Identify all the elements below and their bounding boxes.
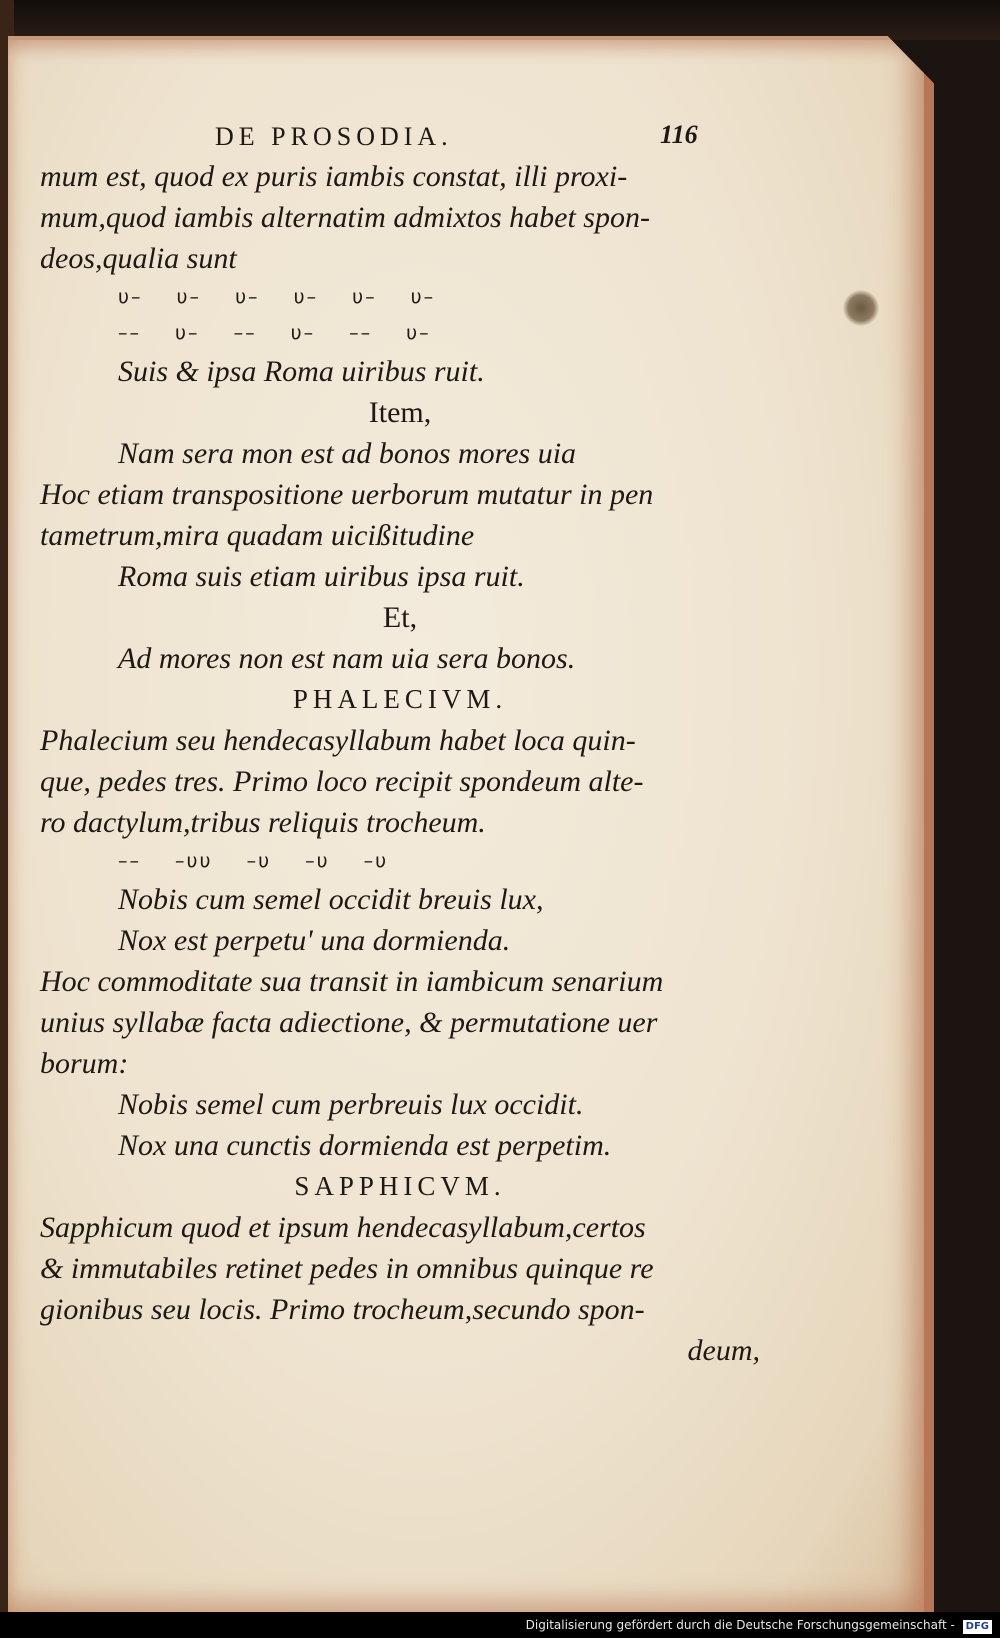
text-line: Hoc commoditate sua transit in iambicum senarium bbox=[40, 965, 664, 998]
text-line: que, pedes tres. Primo loco recipit spondeum alte- bbox=[40, 765, 644, 798]
text-line: mum,quod iambis alternatim admixtos habet spon- bbox=[40, 201, 650, 234]
text-line: tametrum,mira quadam uicißitudine bbox=[40, 519, 475, 552]
text-line: ro dactylum,tribus reliquis trocheum. bbox=[40, 806, 486, 839]
text-line: unius syllabæ facta adiectione, & permutatione uer bbox=[40, 1006, 658, 1039]
text-line: Phalecium seu hendecasyllabum habet loca quin- bbox=[40, 724, 636, 757]
metrical-scheme: –– υ– –– υ– –– υ– bbox=[118, 322, 431, 344]
text-line: Item, bbox=[368, 396, 432, 429]
section-heading: SAPPHICVM. bbox=[294, 1171, 506, 1201]
verse-line: Nobis cum semel occidit breuis lux, bbox=[118, 883, 544, 916]
text-line: Et, bbox=[382, 601, 418, 634]
verse-line: Nam sera mon est ad bonos mores uia bbox=[118, 437, 577, 470]
page-number: 116 bbox=[660, 120, 698, 149]
page-text-block bbox=[40, 112, 760, 1371]
text-line: gionibus seu locis. Primo trocheum,secundo spon- bbox=[40, 1293, 645, 1326]
verse-line: Roma suis etiam uiribus ipsa ruit. bbox=[118, 560, 525, 593]
verse-line: Ad mores non est nam uia sera bonos. bbox=[118, 642, 576, 675]
verse-line: Nobis semel cum perbreuis lux occidit. bbox=[118, 1088, 584, 1121]
digitization-footer bbox=[0, 1612, 1000, 1638]
footer-credit: Digitalisierung gefördert durch die Deutsche Forschungsgemeinschaft - bbox=[525, 1618, 955, 1632]
verse-line: Nox est perpetu' una dormienda. bbox=[118, 924, 511, 957]
section-heading: PHALECIVM. bbox=[292, 684, 508, 714]
text-line: Sapphicum quod et ipsum hendecasyllabum,certos bbox=[40, 1211, 646, 1244]
book-binding-top bbox=[0, 0, 1000, 40]
text-line: mum est, quod ex puris iambis constat, illi proxi- bbox=[40, 160, 628, 193]
text-line: & immutabiles retinet pedes in omnibus quinque re bbox=[40, 1252, 654, 1285]
catchword: deum, bbox=[687, 1334, 760, 1367]
text-lines bbox=[40, 156, 760, 1371]
ink-stain bbox=[843, 290, 879, 326]
verse-line: Nox una cunctis dormienda est perpetim. bbox=[118, 1129, 612, 1162]
metrical-scheme: υ– υ– υ– υ– υ– υ– bbox=[118, 286, 436, 308]
text-line: deos,qualia sunt bbox=[40, 242, 237, 275]
metrical-scheme: –– –υυ –υ –υ –υ bbox=[118, 850, 389, 872]
running-header bbox=[40, 112, 760, 156]
text-line: borum: bbox=[40, 1047, 129, 1080]
text-line: Hoc etiam transpositione uerborum mutatur in pen bbox=[40, 478, 654, 511]
running-title: DE PROSODIA. bbox=[215, 122, 453, 151]
dfg-logo: DFG bbox=[963, 1620, 992, 1634]
verse-line: Suis & ipsa Roma uiribus ruit. bbox=[118, 355, 485, 388]
